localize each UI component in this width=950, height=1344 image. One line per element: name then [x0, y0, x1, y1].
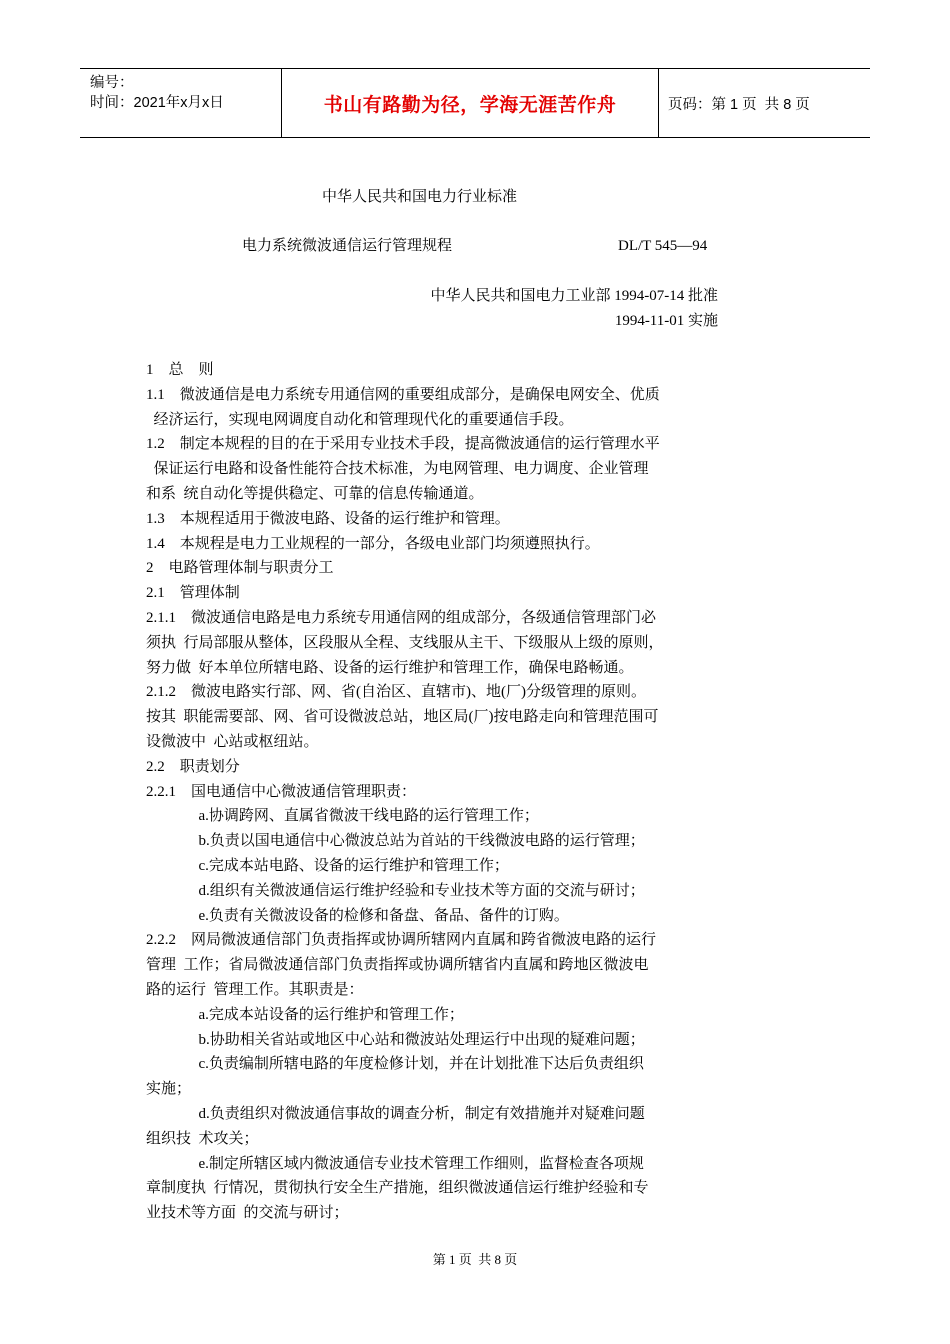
doc-title: 电力系统微波通信运行管理规程 [242, 238, 453, 254]
page-label: 页码：第 1 页 共 8 页 [668, 97, 810, 113]
body-line: 1 总 则 [146, 362, 214, 378]
body-line: 2.2.1 国电通信中心微波通信管理职责： [146, 783, 417, 800]
page-footer: 第 1 页 共 8 页 [432, 1252, 518, 1267]
body-line: 章制度执 行情况，贯彻执行安全生产措施，组织微波通信运行维护经验和专 [146, 1180, 649, 1197]
approval-line: 中华人民共和国电力工业部 1994-07-14 批准 [430, 288, 718, 304]
effective-line: 1994-11-01 实施 [614, 313, 718, 329]
body-line: 保证运行电路和设备性能符合技术标准，为电网管理、电力调度、企业管理 [146, 461, 649, 478]
body-line: 设微波中 心站或枢纽站。 [146, 734, 319, 750]
body-line: 2.1 管理体制 [146, 585, 240, 602]
body-line: 2.1.2 微波电路实行部、网、省(自治区、直辖市)、地(厂)分级管理的原则。 [146, 684, 646, 701]
body-line: 努力做 好本单位所辖电路、设备的运行维护和管理工作，确保电路畅通。 [146, 659, 634, 676]
body-line: 业技术等方面 的交流与研讨； [146, 1205, 349, 1222]
number-label: 编号： [90, 75, 134, 91]
body-line: 1.3 本规程适用于微波电路、设备的运行维护和管理。 [146, 510, 510, 527]
motto-box [281, 69, 659, 137]
body-line: a.完成本站设备的运行维护和管理工作； [146, 1006, 464, 1023]
body-line: 1.2 制定本规程的目的在于采用专业技术手段，提高微波通信的运行管理水平 [146, 436, 660, 453]
body-line: c.负责编制所辖电路的年度检修计划，并在计划批准下达后负责组织 [146, 1056, 644, 1073]
body-line: c.完成本站电路、设备的运行维护和管理工作； [146, 858, 509, 874]
body-line: e.制定所辖区域内微波通信专业技术管理工作细则，监督检查各项规 [146, 1155, 644, 1172]
body-line: 组织技 术攻关； [146, 1130, 259, 1147]
page-header [80, 68, 870, 138]
body-line: 2.2.2 网局微波通信部门负责指挥或协调所辖网内直属和跨省微波电路的运行 [146, 932, 657, 949]
body-line: b.协助相关省站或地区中心站和微波站处理运行中出现的疑难问题； [146, 1031, 645, 1048]
body-line: 1.1 微波通信是电力系统专用通信网的重要组成部分，是确保电网安全、优质 [146, 386, 660, 403]
body-line: 2.1.1 微波通信电路是电力系统专用通信网的组成部分，各级通信管理部门必 [146, 610, 657, 626]
time-label: 时间：2021年x月x日 [90, 95, 224, 111]
body-line: 和系 统自动化等提供稳定、可靠的信息传输通道。 [146, 486, 484, 502]
motto-text: 书山有路勤为径，学海无涯苦作舟 [323, 93, 617, 116]
body-line: b.负责以国电通信中心微波总站为首站的干线微波电路的运行管理； [146, 833, 645, 850]
body-line: 管理 工作；省局微波通信部门负责指挥或协调所辖省内直属和跨地区微波电 [146, 957, 649, 974]
doc-code: DL/T 545—94 [618, 238, 708, 254]
body-line: 2.2 职责划分 [146, 758, 240, 775]
body-line: d.组织有关微波通信运行维护经验和专业技术等方面的交流与研讨； [146, 882, 645, 899]
body-line: a.协调跨网、直属省微波干线电路的运行管理工作； [146, 808, 539, 825]
body-line: 按其 职能需要部、网、省可设微波总站，地区局(厂)按电路走向和管理范围可 [146, 709, 659, 726]
org-title: 中华人民共和国电力行业标准 [322, 189, 518, 205]
header-meta [90, 73, 224, 113]
body-line: 经济运行，实现电网调度自动化和管理现代化的重要通信手段。 [146, 411, 574, 428]
body-line: 2 电路管理体制与职责分工 [146, 560, 334, 577]
body-line: 须执 行局部服从整体，区段服从全程、支线服从主干、下级服从上级的原则， [146, 634, 664, 651]
body-line: 1.4 本规程是电力工业规程的一部分，各级电业部门均须遵照执行。 [146, 535, 600, 552]
body-line: 实施； [146, 1081, 192, 1098]
body-line: d.负责组织对微波通信事故的调查分析，制定有效措施并对疑难问题 [146, 1106, 645, 1122]
body-line: 路的运行 管理工作。其职责是： [146, 982, 364, 998]
body-line: e.负责有关微波设备的检修和备盘、备品、备件的订购。 [146, 907, 569, 924]
